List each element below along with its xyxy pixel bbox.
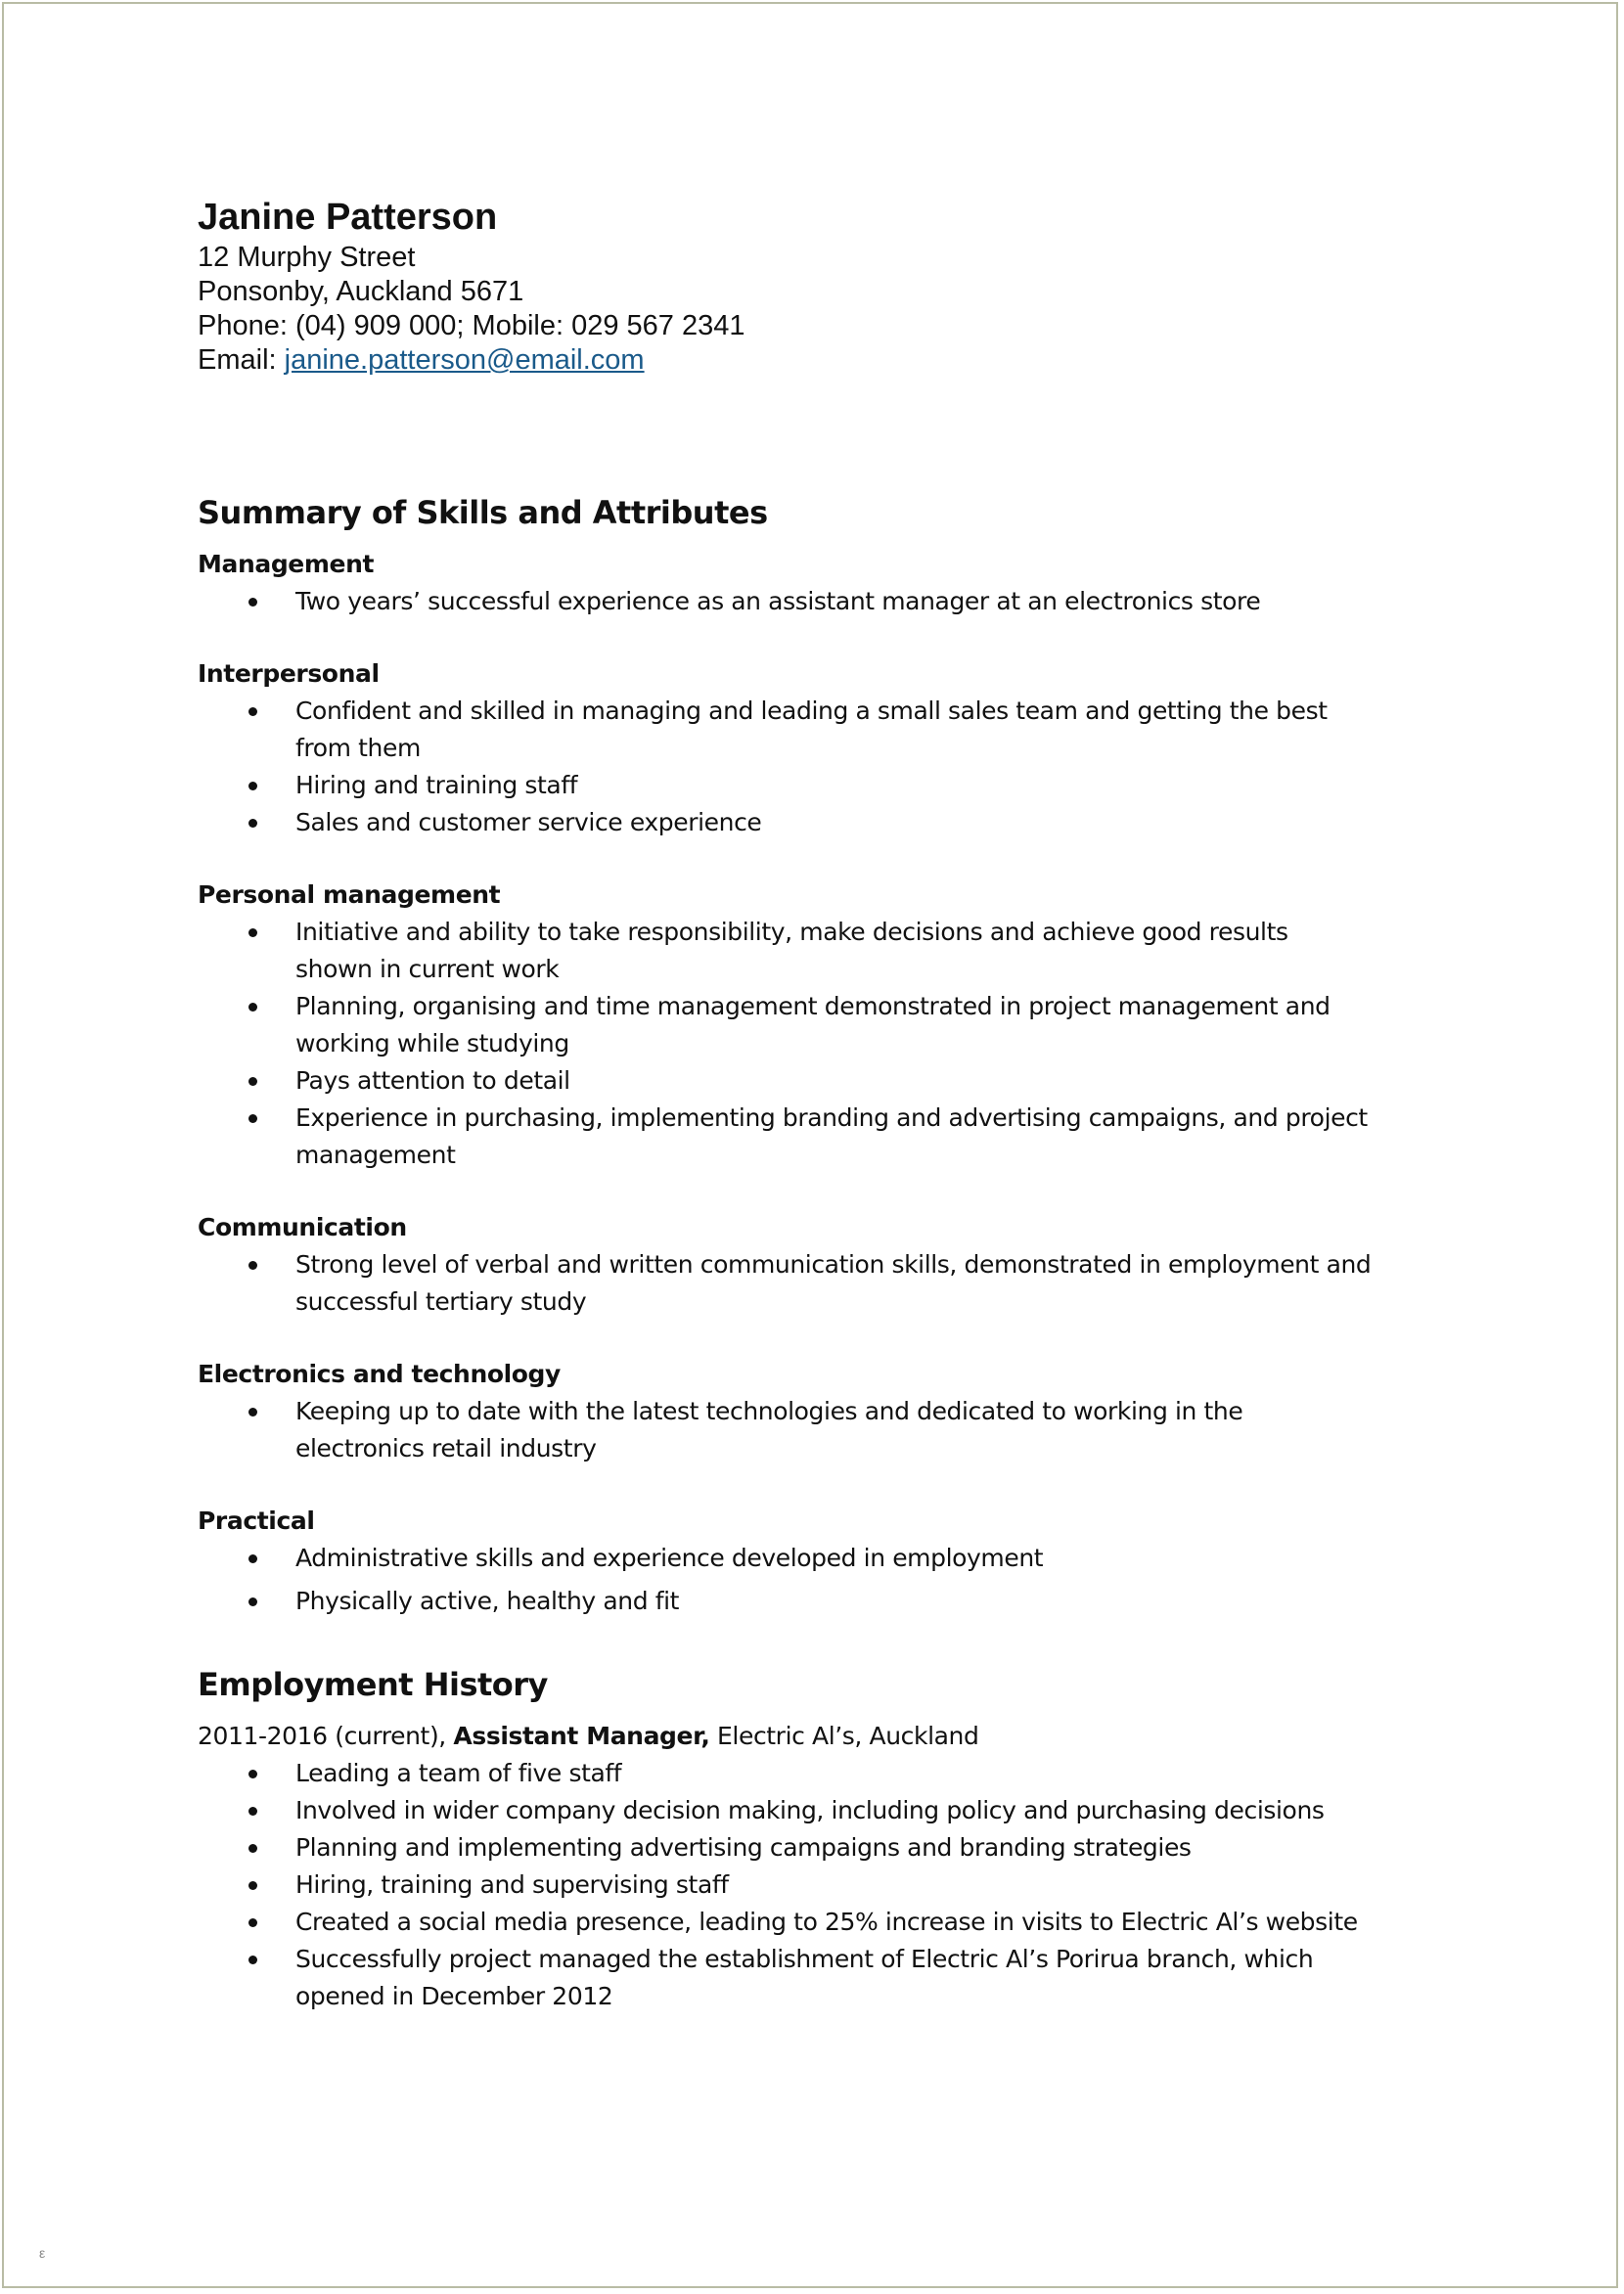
list-item: Successfully project managed the establishment of Electric Al’s Porirua branch, which opened in December 2012 — [198, 1941, 1372, 2015]
contact-header — [198, 194, 1469, 378]
skill-group-heading: Personal management — [198, 880, 501, 909]
list-item: Involved in wider company decision making, including policy and purchasing decisions — [198, 1792, 1372, 1829]
resume-document — [198, 194, 1469, 2015]
address-line-2: Ponsonby, Auckland 5671 — [198, 276, 524, 307]
list-item: Two years’ successful experience as an assistant manager at an electronics store — [198, 583, 1372, 620]
skill-group-personal-management — [198, 877, 1469, 1174]
skill-list — [198, 693, 1469, 841]
skill-group-practical — [198, 1503, 1469, 1620]
job-duties-list — [198, 1755, 1469, 2015]
skill-group-interpersonal — [198, 655, 1469, 841]
skill-group-heading: Communication — [198, 1213, 407, 1241]
phone-line: Phone: (04) 909 000; Mobile: 029 567 2341 — [198, 310, 745, 341]
list-item: Leading a team of five staff — [198, 1755, 1372, 1792]
skills-title: Summary of Skills and Attributes — [198, 494, 768, 531]
employment-title: Employment History — [198, 1666, 548, 1703]
skill-list — [198, 1246, 1469, 1321]
skill-group-communication — [198, 1209, 1469, 1321]
job-role: Assistant Manager, — [453, 1722, 710, 1750]
skill-group-management — [198, 546, 1469, 620]
skill-group-electronics-technology — [198, 1356, 1469, 1467]
list-item: Keeping up to date with the latest technologies and dedicated to working in the electronics retail industry — [198, 1393, 1372, 1467]
skill-list — [198, 1540, 1469, 1620]
list-item: Initiative and ability to take responsibility, make decisions and achieve good results shown in current work — [198, 914, 1372, 988]
skill-group-heading: Management — [198, 550, 375, 578]
list-item: Hiring and training staff — [198, 767, 1372, 804]
list-item: Administrative skills and experience developed in employment — [198, 1540, 1372, 1577]
list-item: Confident and skilled in managing and leading a small sales team and getting the best from them — [198, 693, 1372, 767]
skill-group-heading: Interpersonal — [198, 659, 380, 688]
list-item: Planning, organising and time management demonstrated in project management and working while studying — [198, 988, 1372, 1062]
list-item: Strong level of verbal and written communication skills, demonstrated in employment and successful tertiary study — [198, 1246, 1372, 1321]
skill-list — [198, 914, 1469, 1174]
list-item: Created a social media presence, leading to 25% increase in visits to Electric Al’s website — [198, 1904, 1372, 1941]
skills-section — [198, 493, 1469, 1620]
list-item: Pays attention to detail — [198, 1062, 1372, 1100]
email-link[interactable]: janine.patterson@email.com — [284, 344, 645, 376]
employment-section — [198, 1665, 1469, 2015]
list-item: Physically active, healthy and fit — [198, 1583, 1372, 1620]
email-label: Email: — [198, 344, 285, 376]
job-employer: Electric Al’s, Auckland — [709, 1722, 979, 1750]
email-line — [198, 343, 1469, 378]
list-item: Hiring, training and supervising staff — [198, 1867, 1372, 1904]
job-dates: 2011-2016 (current), — [198, 1722, 454, 1750]
skill-list — [198, 1393, 1469, 1467]
address-line-1: 12 Murphy Street — [198, 242, 416, 273]
scan-mark: ε — [39, 2245, 46, 2261]
skill-group-heading: Practical — [198, 1507, 315, 1535]
list-item: Sales and customer service experience — [198, 804, 1372, 841]
list-item: Experience in purchasing, implementing branding and advertising campaigns, and project management — [198, 1100, 1372, 1174]
list-item: Planning and implementing advertising campaigns and branding strategies — [198, 1829, 1372, 1867]
skill-list — [198, 583, 1469, 620]
candidate-name: Janine Patterson — [198, 197, 498, 238]
job-summary-line — [198, 1718, 1469, 1755]
skill-group-heading: Electronics and technology — [198, 1360, 561, 1388]
